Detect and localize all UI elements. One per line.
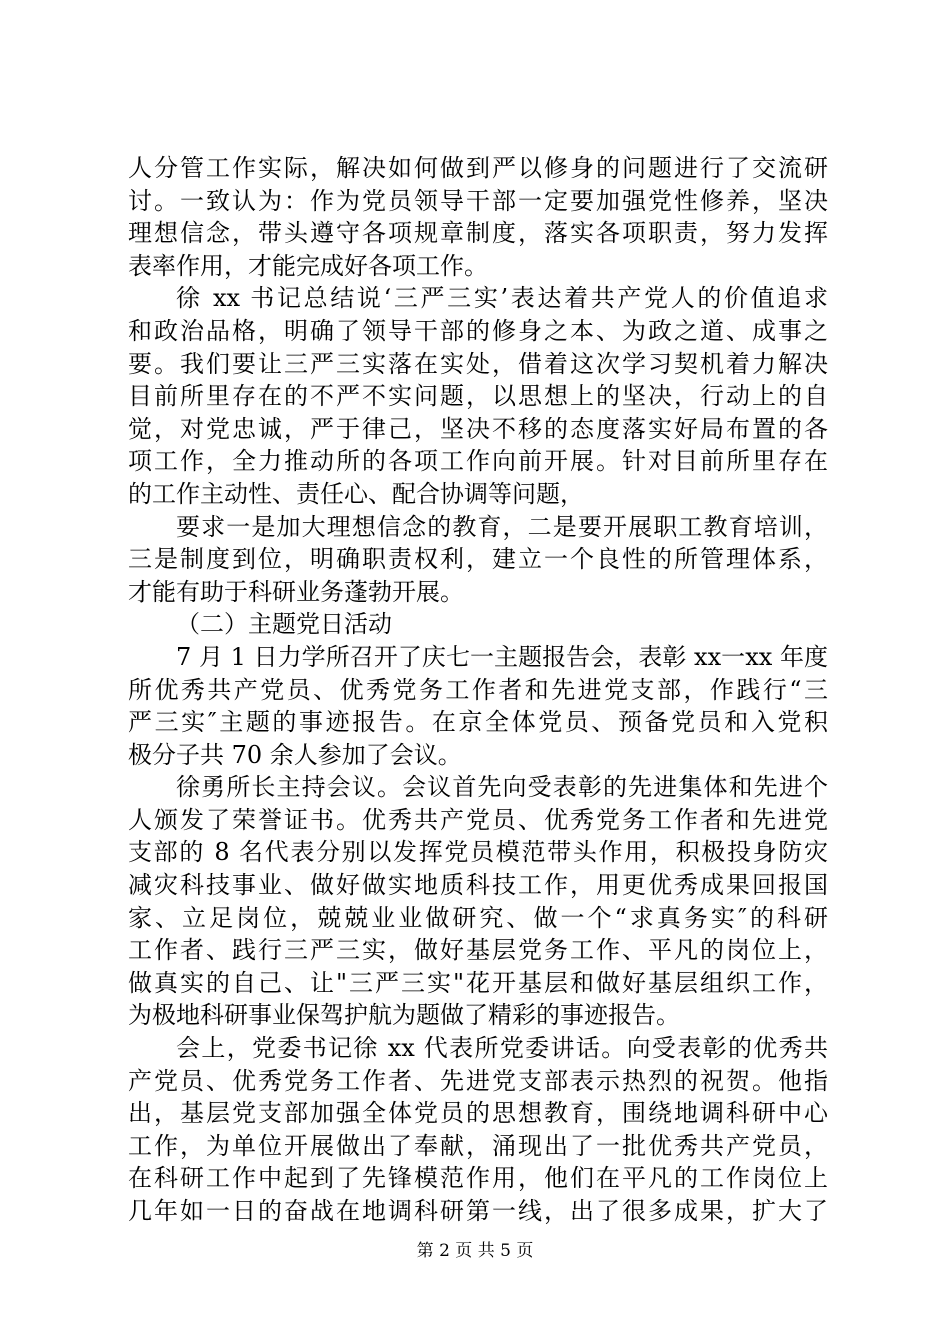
- text-line: 做真实的自己、让"三严三实"花开基层和做好基层组织工作，: [128, 968, 828, 997]
- text-line: 工作者、践行三严三实，做好基层党务工作、平凡的岗位上，: [128, 936, 828, 965]
- page-number-footer: 第 2 页 共 5 页: [416, 1241, 534, 1261]
- document-body: [128, 152, 828, 1228]
- text-line: 严三实″主题的事迹报告。在京全体党员、预备党员和入党积: [128, 708, 828, 737]
- text-line: 几年如一日的奋战在地调科研第一线，出了很多成果，扩大了: [128, 1197, 828, 1225]
- paragraph-start-line: 会上，党委书记徐 xx 代表所党委讲话。向受表彰的优秀共: [176, 1034, 828, 1063]
- text-line: 出，基层党支部加强全体党员的思想教育，围绕地调科研中心: [128, 1099, 828, 1128]
- text-line: 支部的 8 名代表分别以发挥党员模范带头作用，积极投身防灾: [128, 838, 828, 867]
- text-line: 理想信念，带头遵守各项规章制度，落实各项职责，努力发挥: [128, 219, 828, 248]
- text-line: 的工作主动性、责任心、配合协调等问题，: [128, 479, 584, 508]
- text-line: 工作，为单位开展做出了奉献，涌现出了一批优秀共产党员，: [128, 1131, 828, 1160]
- paragraph-start-line: 徐勇所长主持会议。会议首先向受表彰的先进集体和先进个: [176, 773, 828, 802]
- text-line: 减灾科技事业、做好做实地质科技工作，用更优秀成果回报国: [128, 871, 828, 900]
- text-line: 要。我们要让三严三实落在实处，借着这次学习契机着力解决: [128, 349, 828, 378]
- text-line: 觉，对党忠诚，严于律己，坚决不移的态度落实好局布置的各: [128, 414, 828, 443]
- text-line: 在科研工作中起到了先锋模范作用，他们在平凡的工作岗位上: [128, 1164, 828, 1193]
- text-line: 极分子共 70 余人参加了会议。: [128, 740, 462, 769]
- text-line: 为极地科研事业保驾护航为题做了精彩的事迹报告。: [128, 1001, 680, 1030]
- text-line: 项工作，全力推动所的各项工作向前开展。针对目前所里存在: [128, 447, 828, 476]
- text-line: 表率作用，才能完成好各项工作。: [128, 251, 488, 280]
- text-line: 目前所里存在的不严不实问题，以思想上的坚决，行动上的自: [128, 382, 828, 411]
- text-line: 家、立足岗位，兢兢业业做研究、做一个“求真务实″的科研: [128, 903, 828, 932]
- text-line: 人分管工作实际，解决如何做到严以修身的问题进行了交流研: [128, 154, 828, 182]
- text-line: 讨。一致认为：作为党员领导干部一定要加强党性修养，坚决: [128, 186, 828, 215]
- text-line: 三是制度到位，明确职责权利，建立一个良性的所管理体系，: [128, 545, 828, 574]
- text-line: 才能有助于科研业务蓬勃开展。: [128, 577, 464, 606]
- text-line: 人颁发了荣誉证书。优秀共产党员、优秀党务工作者和先进党: [128, 805, 828, 834]
- paragraph-start-line: 7 月 1 日力学所召开了庆七一主题报告会，表彰 xx一xx 年度: [176, 642, 828, 671]
- text-line: 所优秀共产党员、优秀党务工作者和先进党支部，作践行“三: [128, 675, 828, 704]
- paragraph-start-line: 要求一是加大理想信念的教育，二是要开展职工教育培训，: [176, 512, 828, 541]
- text-line: 和政治品格，明确了领导干部的修身之本、为政之道、成事之: [128, 316, 828, 345]
- paragraph-start-line: 徐 xx 书记总结说‘三严三实’表达着共产党人的价值追求: [176, 284, 828, 313]
- text-line: 产党员、优秀党务工作者、先进党支部表示热烈的祝贺。他指: [128, 1066, 828, 1095]
- section-heading: （二）主题党日活动: [176, 610, 392, 639]
